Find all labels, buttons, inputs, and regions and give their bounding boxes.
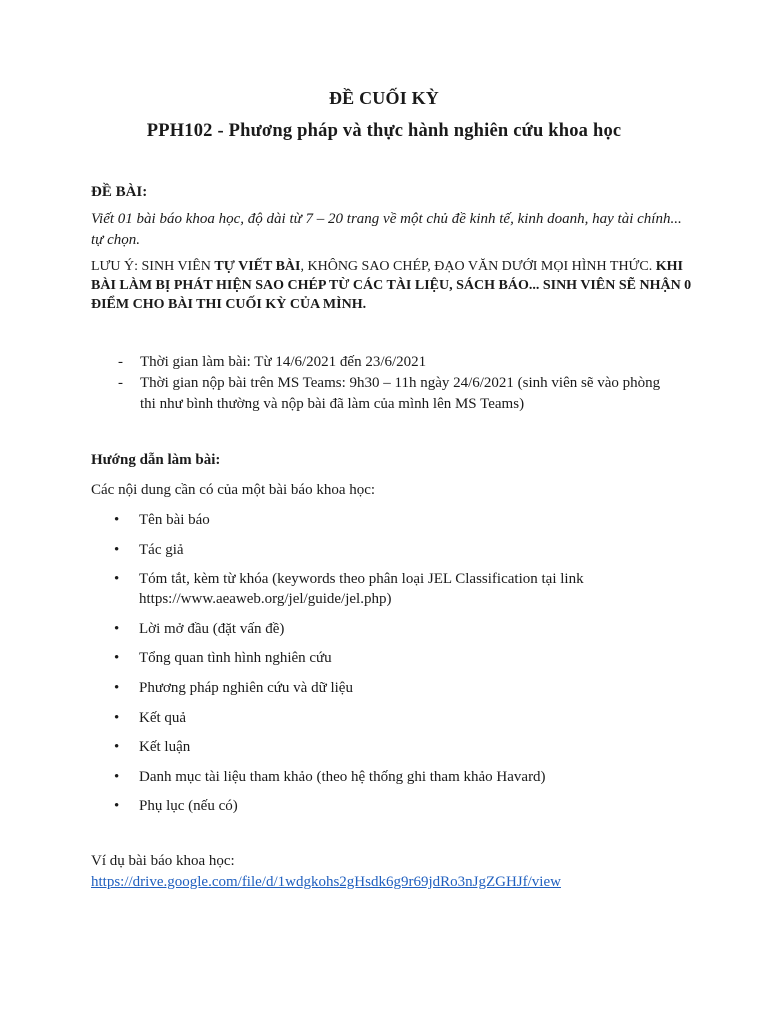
list-item-text: Tóm tắt, kèm từ khóa (keywords theo phân loại JEL Classification tại link https://www.aeaweb.org/jel/guide/jel.php): [139, 571, 584, 608]
bullet-icon: •: [114, 571, 120, 588]
list-item-text: Tác giả: [139, 541, 184, 558]
list-item-text: Kết quả: [139, 709, 187, 726]
assignment-prompt: Viết 01 bài báo khoa học, độ dài từ 7 – 20 trang về một chủ đề kinh tế, kinh doanh, hay tài chính... tự chọn.: [91, 211, 682, 248]
plagiarism-note: [91, 257, 701, 314]
list-item-text: Lời mở đầu (đặt vấn đề): [139, 620, 285, 637]
list-item-text: Kết luận: [139, 739, 191, 756]
example-link[interactable]: https://drive.google.com/file/d/1wdgkohs2gHsdk6g9r69jdRo3nJgZGHJf/view: [91, 874, 561, 890]
content-checklist: [114, 510, 674, 826]
bullet-icon: •: [114, 709, 120, 726]
bullet-icon: •: [114, 620, 120, 637]
course-title: PPH102 - Phương pháp và thực hành nghiên cứu khoa học: [146, 121, 622, 141]
note-part-2: TỰ VIẾT BÀI: [214, 259, 301, 274]
list-item-text: Tổng quan tình hình nghiên cứu: [139, 650, 332, 667]
bullet-icon: •: [114, 798, 120, 815]
exam-title: ĐỀ CUỐI KỲ: [328, 88, 439, 108]
schedule-item: - Thời gian làm bài: Từ 14/6/2021 đến 23/6/2021: [118, 352, 678, 373]
list-item-text: Tên bài báo: [139, 512, 210, 528]
list-item: [114, 678, 674, 698]
bullet-icon: •: [114, 512, 120, 528]
list-item: [114, 569, 674, 609]
bullet-icon: •: [114, 768, 120, 785]
note-part-3: , KHÔNG SAO CHÉP, ĐẠO VĂN DƯỚI MỌI HÌNH THỨC.: [300, 259, 656, 274]
assignment-heading: ĐỀ BÀI:: [91, 184, 148, 200]
list-item-text: Danh mục tài liệu tham khảo (theo hệ thống ghi tham khảo Havard): [139, 768, 546, 785]
list-item: [114, 619, 674, 639]
list-item: [114, 648, 674, 668]
note-part-4: KHI BÀI LÀM BỊ PHÁT HIỆN SAO CHÉP TỪ CÁC TÀI LIỆU, SÁCH BÁO... SINH VIÊN SẼ NHẬN 0 ĐIỂM CHO BÀI THI CUỐI KỲ CỦA MÌNH.: [91, 259, 692, 312]
bullet-icon: •: [114, 679, 120, 696]
list-item: [114, 767, 674, 787]
list-item: [114, 796, 674, 816]
bullet-icon: •: [114, 541, 120, 558]
list-item: [114, 510, 674, 530]
list-item: [114, 737, 674, 757]
note-part-1: LƯU Ý: SINH VIÊN: [91, 259, 215, 274]
list-item-text: Phương pháp nghiên cứu và dữ liệu: [139, 679, 353, 696]
list-item: [114, 708, 674, 728]
list-item-text: Phụ lục (nếu có): [139, 798, 238, 815]
bullet-icon: •: [114, 650, 120, 667]
schedule-list: [118, 352, 678, 415]
list-item: [114, 540, 674, 560]
guide-heading: Hướng dẫn làm bài:: [91, 452, 221, 468]
example-label: Ví dụ bài báo khoa học:: [91, 853, 235, 869]
bullet-icon: •: [114, 739, 120, 756]
schedule-item: - Thời gian nộp bài trên MS Teams: 9h30 – 11h ngày 24/6/2021 (sinh viên sẽ vào phòng thi như bình thường và nộp bài đã làm của mình lên MS Teams): [118, 373, 678, 415]
guide-intro: Các nội dung cần có của một bài báo khoa học:: [91, 482, 376, 498]
